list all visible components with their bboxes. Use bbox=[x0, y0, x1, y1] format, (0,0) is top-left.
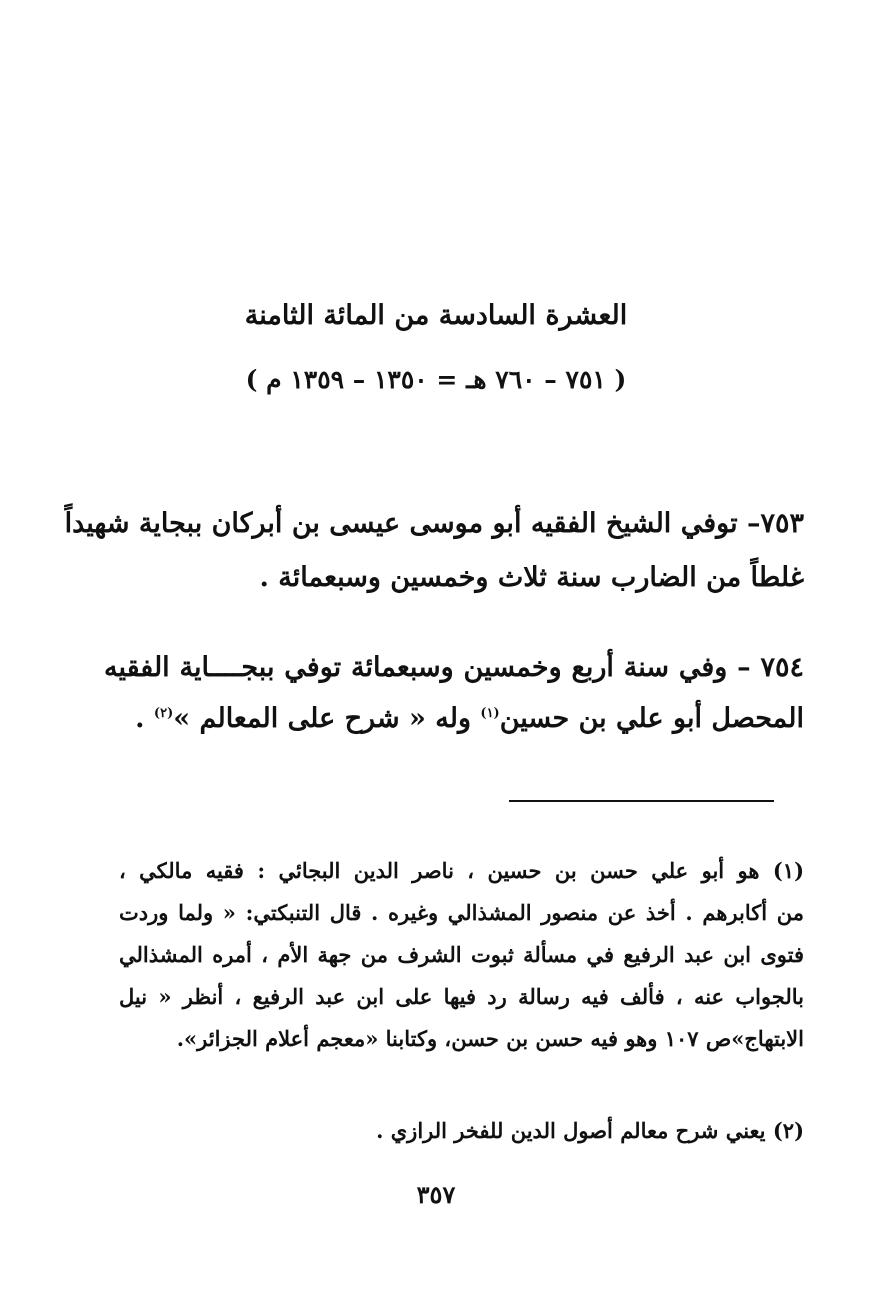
entry-753-line-1: ٧٥٣– توفي الشيخ الفقيه أبو موسى عيسى بن أبركان ببجاية شهيداً bbox=[64, 508, 804, 539]
footnote-1-line-3: فتوى ابن عبد الرفيع في مسألة ثبوت الشرف من جهة الأم ، أمره المشذالي bbox=[119, 942, 804, 967]
section-title: العشرة السادسة من المائة الثامنة bbox=[244, 300, 628, 331]
footnote-ref-2: (٢) bbox=[153, 706, 174, 721]
footnote-ref-1: (١) bbox=[480, 706, 500, 721]
entry-753-line-2: غلطاً من الضارب سنة ثلاث وخمسين وسبعمائة . bbox=[259, 562, 804, 593]
entry-754-line-1: ٧٥٤ – وفي سنة أربع وخمسين وسبعمائة توفي ببجــــاية الفقيه bbox=[104, 652, 804, 683]
page-number: ٣٥٧ bbox=[416, 1180, 456, 1209]
entry-754-line-2 bbox=[104, 703, 804, 734]
footnote-2-line-1: (٢) يعني شرح معالم أصول الدين للفخر الرازي . bbox=[376, 1118, 804, 1143]
footnote-1-line-5: الابتهاج»ص ١٠٧ وهو فيه حسن بن حسن، وكتابنا «معجم أعلام الجزائر». bbox=[176, 1026, 804, 1051]
footnote-divider bbox=[509, 800, 774, 802]
footnote-1-line-1: (١) هو أبو علي حسن بن حسين ، ناصر الدين البجائي : فقيه مالكي ، bbox=[119, 858, 804, 883]
entry-754-text-b: وله « شرح على المعالم » bbox=[173, 703, 481, 734]
section-date-range: ( ٧٥١ – ٧٦٠ هـ = ١٣٥٠ – ١٣٥٩ م ) bbox=[245, 365, 627, 394]
entry-754-text-a: المحصل أبو علي بن حسين bbox=[499, 703, 804, 734]
footnote-1-line-4: بالجواب عنه ، فألف فيه رسالة رد فيها على ابن عبد الرفيع ، أنظر « نيل bbox=[119, 984, 804, 1009]
entry-754-text-c: . bbox=[135, 703, 154, 734]
footnote-1-line-2: من أكابرهم . أخذ عن منصور المشذالي وغيره . قال التنبكتي: « ولما وردت bbox=[119, 900, 804, 925]
